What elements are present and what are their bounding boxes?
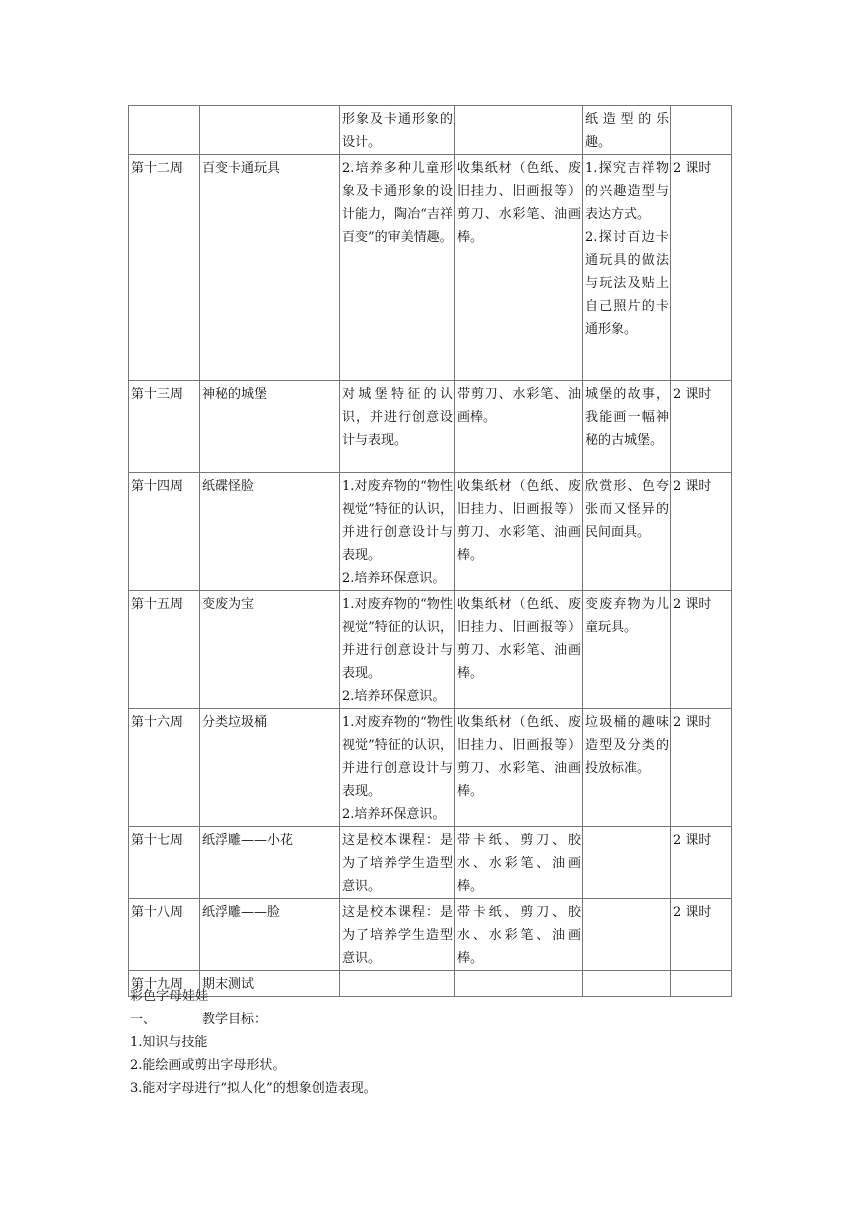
week-cell bbox=[129, 106, 200, 155]
week-cell: 第十六周 bbox=[129, 709, 200, 827]
week-cell: 第十四周 bbox=[129, 473, 200, 591]
materials-cell: 带卡纸、剪刀、胶水、水彩笔、油画棒。 bbox=[455, 827, 583, 899]
lesson-section bbox=[130, 985, 377, 1100]
activity-cell bbox=[583, 899, 671, 971]
goal-cell: 这是校本课程：是为了培养学生造型意识。 bbox=[340, 827, 455, 899]
activity-cell: 1.探究吉祥物的兴趣造型与表达方式。 2.探讨百边卡通玩具的做法与玩法及贴上自己照片的卡通形象。 bbox=[583, 155, 671, 381]
activity-cell: 变废弃物为儿童玩具。 bbox=[583, 591, 671, 709]
goal-cell: 1.对废弃物的“物性视觉”特征的认识，并进行创意设计与表现。 2.培养环保意识。 bbox=[340, 591, 455, 709]
activity-cell bbox=[583, 971, 671, 997]
table-row bbox=[129, 473, 732, 591]
activity-cell: 垃圾桶的趣味造型及分类的投放标准。 bbox=[583, 709, 671, 827]
week-cell: 第十八周 bbox=[129, 899, 200, 971]
topic-cell: 分类垃圾桶 bbox=[200, 709, 340, 827]
materials-cell: 收集纸材（色纸、废旧挂力、旧画报等）剪刀、水彩笔、油画棒。 bbox=[455, 591, 583, 709]
activity-cell: 欣赏形、色夸张而又怪异的民间面具。 bbox=[583, 473, 671, 591]
topic-cell: 纸浮雕——脸 bbox=[200, 899, 340, 971]
week-cell: 第十三周 bbox=[129, 381, 200, 473]
hours-cell: 2 课时 bbox=[671, 155, 732, 381]
section-heading bbox=[130, 1008, 377, 1031]
week-cell: 第十五周 bbox=[129, 591, 200, 709]
table-row bbox=[129, 827, 732, 899]
topic-cell: 纸浮雕——小花 bbox=[200, 827, 340, 899]
objective-item-2: 2.能绘画或剪出字母形状。 bbox=[130, 1058, 286, 1073]
week-cell: 第十九周 bbox=[129, 971, 200, 997]
materials-cell: 带剪刀、水彩笔、油画棒。 bbox=[455, 381, 583, 473]
hours-cell: 2 课时 bbox=[671, 381, 732, 473]
materials-cell bbox=[455, 106, 583, 155]
activity-cell: 城堡的故事，我能画一幅神秘的古城堡。 bbox=[583, 381, 671, 473]
lesson-plan-table bbox=[128, 105, 732, 997]
table-row bbox=[129, 709, 732, 827]
goal-cell: 1.对废弃物的“物性视觉”特征的认识，并进行创意设计与表现。 2.培养环保意识。 bbox=[340, 709, 455, 827]
hours-cell: 2 课时 bbox=[671, 899, 732, 971]
materials-cell: 带卡纸、剪刀、胶水、水彩笔、油画棒。 bbox=[455, 899, 583, 971]
hours-cell: 2 课时 bbox=[671, 591, 732, 709]
objective-item-1: 1.知识与技能 bbox=[130, 1035, 208, 1050]
goal-cell: 形象及卡通形象的设计。 bbox=[340, 106, 455, 155]
topic-cell bbox=[200, 106, 340, 155]
table-row bbox=[129, 899, 732, 971]
topic-cell: 变废为宝 bbox=[200, 591, 340, 709]
table-row bbox=[129, 155, 732, 381]
topic-cell: 百变卡通玩具 bbox=[200, 155, 340, 381]
table-row bbox=[129, 381, 732, 473]
lesson-plan-table-body bbox=[129, 106, 732, 997]
activity-cell bbox=[583, 827, 671, 899]
table-row bbox=[129, 591, 732, 709]
objective-item-3: 3.能对字母进行“拟人化”的想象创造表现。 bbox=[130, 1081, 377, 1096]
goal-cell: 这是校本课程：是为了培养学生造型意识。 bbox=[340, 899, 455, 971]
topic-cell: 神秘的城堡 bbox=[200, 381, 340, 473]
materials-cell: 收集纸材（色纸、废旧挂力、旧画报等）剪刀、水彩笔、油画棒。 bbox=[455, 709, 583, 827]
goal-cell: 1.对废弃物的“物性视觉”特征的认识，并进行创意设计与表现。 2.培养环保意识。 bbox=[340, 473, 455, 591]
hours-cell bbox=[671, 971, 732, 997]
goal-cell: 对城堡特征的认识，并进行创意设计与表现。 bbox=[340, 381, 455, 473]
topic-cell: 纸碟怪脸 bbox=[200, 473, 340, 591]
week-cell: 第十二周 bbox=[129, 155, 200, 381]
activity-cell: 纸造型的乐趣。 bbox=[583, 106, 671, 155]
lesson-title: 彩色字母娃娃 bbox=[130, 989, 209, 1004]
hours-cell: 2 课时 bbox=[671, 827, 732, 899]
materials-cell bbox=[455, 971, 583, 997]
hours-cell: 2 课时 bbox=[671, 473, 732, 591]
goal-cell: 2.培养多种儿童形象及卡通形象的设计能力，陶冶“吉祥百变”的审美情趣。 bbox=[340, 155, 455, 381]
topic-cell: 期末测试 bbox=[200, 971, 340, 997]
week-cell: 第十七周 bbox=[129, 827, 200, 899]
section-label: 教学目标： bbox=[202, 1012, 268, 1027]
section-number: 一、 bbox=[130, 1012, 157, 1027]
materials-cell: 收集纸材（色纸、废旧挂力、旧画报等）剪刀、水彩笔、油画棒。 bbox=[455, 155, 583, 381]
hours-cell: 2 课时 bbox=[671, 709, 732, 827]
hours-cell bbox=[671, 106, 732, 155]
table-row bbox=[129, 106, 732, 155]
materials-cell: 收集纸材（色纸、废旧挂力、旧画报等）剪刀、水彩笔、油画棒。 bbox=[455, 473, 583, 591]
